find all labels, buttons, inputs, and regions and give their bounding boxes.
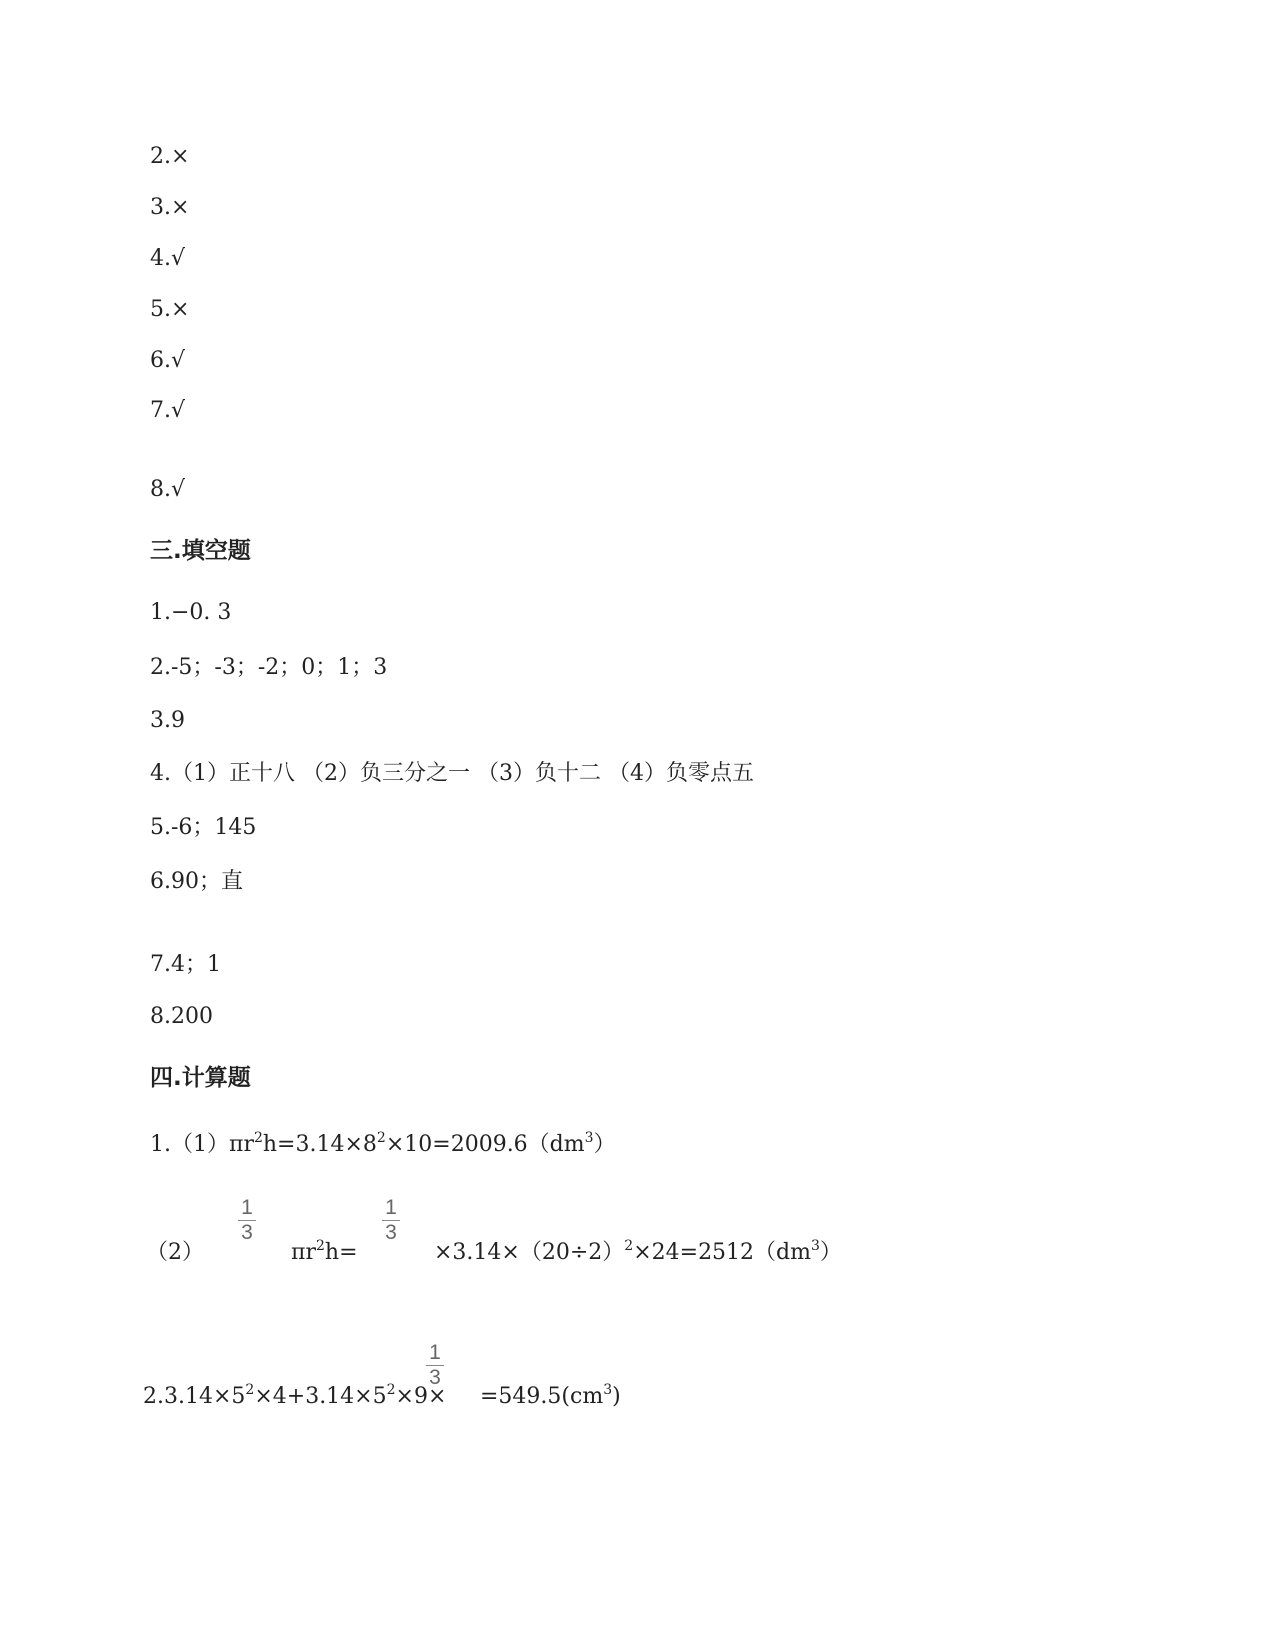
fill-item-1: 1.−0. 3 (150, 600, 232, 625)
exponent: 2 (386, 1382, 396, 1398)
formula-text: ） (819, 1240, 842, 1265)
fraction-numerator: 1 (241, 1196, 253, 1219)
cone-volume-computation (434, 1240, 842, 1266)
fraction-denominator: 3 (241, 1221, 253, 1244)
formula-text: 1.（1）πr (150, 1132, 254, 1157)
exponent: 2 (245, 1382, 255, 1398)
judge-item-2: 2.× (150, 144, 190, 169)
fraction-denominator: 3 (385, 1221, 397, 1244)
exponent: 2 (624, 1238, 634, 1254)
calc-item-1-part-1 (150, 1132, 616, 1158)
judge-item-7: 7.√ (150, 398, 186, 423)
formula-text: ) (612, 1384, 621, 1409)
formula-text: 2.3.14×5 (143, 1384, 246, 1409)
fraction-numerator: 1 (385, 1196, 397, 1219)
section-heading-fill: 三.填空题 (150, 538, 251, 564)
fraction-one-third (236, 1197, 258, 1244)
formula-text: ×3.14×（20÷2） (434, 1240, 625, 1265)
exponent: 3 (603, 1382, 613, 1398)
exponent: 2 (315, 1238, 325, 1254)
fraction-denominator: 3 (429, 1366, 441, 1389)
formula-text: =549.5(cm (480, 1384, 604, 1409)
judge-item-5: 5.× (150, 297, 190, 322)
fill-item-6: 6.90；直 (150, 869, 243, 894)
fill-item-5: 5.-6；145 (150, 815, 257, 840)
exponent: 2 (376, 1130, 386, 1146)
section-heading-calc: 四.计算题 (150, 1065, 251, 1091)
judge-item-3: 3.× (150, 195, 190, 220)
formula-text: ×4+3.14×5 (254, 1384, 387, 1409)
calc-item-1-part-2-label: （2） (146, 1240, 204, 1265)
fill-item-4: 4.（1）正十八 （2）负三分之一 （3）负十二 （4）负零点五 (150, 761, 754, 786)
formula-text: ×9× (395, 1384, 447, 1409)
formula-text: h= (324, 1240, 358, 1265)
formula-text: h=3.14×8 (262, 1132, 377, 1157)
formula-text: ×10=2009.6（dm (385, 1132, 585, 1157)
calc-item-2-result (480, 1384, 621, 1410)
fill-item-7: 7.4；1 (150, 952, 221, 977)
fraction-numerator: 1 (429, 1341, 441, 1364)
fill-item-8: 8.200 (150, 1004, 213, 1029)
formula-text: ） (593, 1132, 616, 1157)
judge-item-6: 6.√ (150, 348, 186, 373)
fill-item-3: 3.9 (150, 708, 185, 733)
exponent: 3 (811, 1238, 820, 1254)
judge-item-8: 8.√ (150, 477, 186, 502)
exponent: 3 (584, 1130, 594, 1146)
fraction-one-third (424, 1342, 446, 1389)
fraction-one-third (380, 1197, 402, 1244)
calc-item-2 (143, 1384, 446, 1410)
fill-item-2: 2.-5；-3；-2；0；1；3 (150, 655, 388, 680)
formula-text: πr (291, 1240, 316, 1265)
exponent: 2 (253, 1130, 263, 1146)
judge-item-4: 4.√ (150, 246, 186, 271)
cone-volume-formula (291, 1240, 358, 1266)
formula-text: ×24=2512（dm (633, 1240, 811, 1265)
